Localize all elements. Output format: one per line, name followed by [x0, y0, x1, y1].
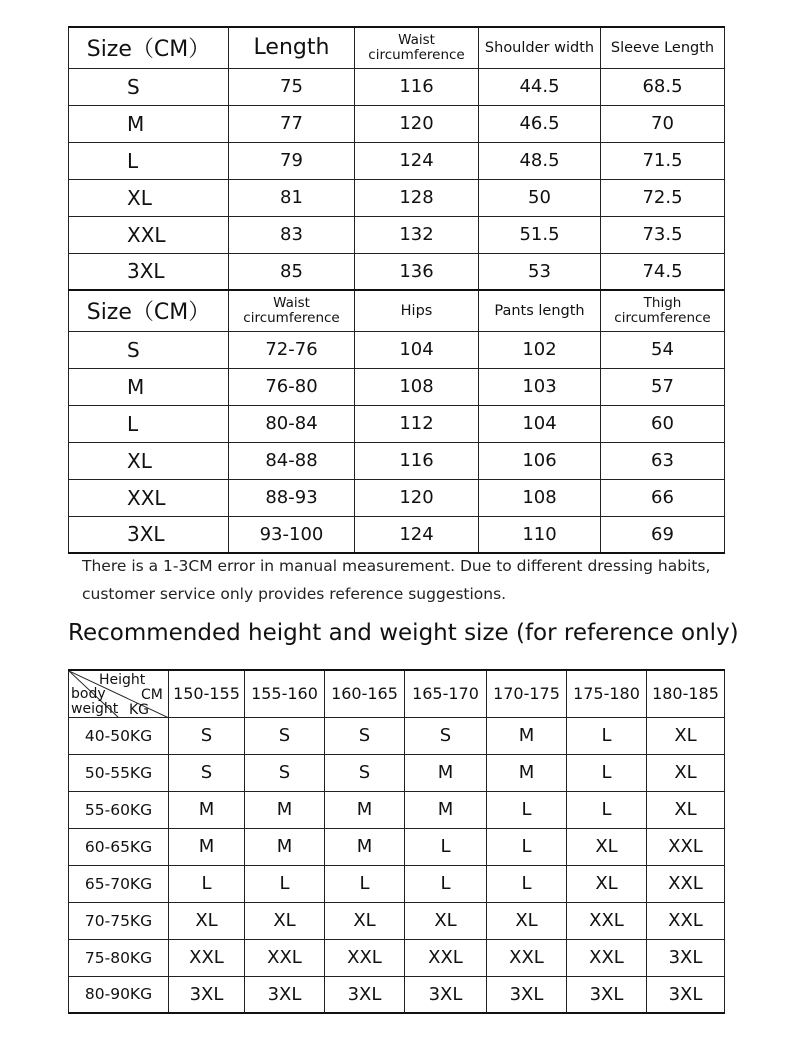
table-cell: 71.5	[601, 142, 725, 179]
size-label: XL	[69, 179, 229, 216]
table-cell: 66	[601, 479, 725, 516]
recommendation-title: Recommended height and weight size (for reference only)	[68, 620, 739, 646]
size-cell: XL	[405, 902, 487, 939]
size-label: XL	[69, 442, 229, 479]
size-cell: 3XL	[487, 976, 567, 1013]
pants-col-waist	[229, 290, 355, 331]
size-cell: L	[405, 865, 487, 902]
size-cell: 3XL	[245, 976, 325, 1013]
clothing-col-waist-label: Waist circumference	[368, 31, 465, 63]
table-cell: 83	[229, 216, 355, 253]
corner-kg-label: KG	[129, 702, 150, 717]
size-cell: S	[169, 754, 245, 791]
table-cell: 128	[355, 179, 479, 216]
table-row	[69, 939, 725, 976]
size-label: 3XL	[69, 253, 229, 290]
size-label: XXL	[69, 479, 229, 516]
table-cell: 51.5	[479, 216, 601, 253]
height-header-row	[69, 670, 725, 717]
table-cell: 48.5	[479, 142, 601, 179]
size-cell: L	[567, 791, 647, 828]
recommendation-table	[68, 669, 725, 1014]
table-cell: 120	[355, 105, 479, 142]
weight-label: 50-55KG	[69, 754, 169, 791]
table-cell: 69	[601, 516, 725, 553]
table-cell: 74.5	[601, 253, 725, 290]
table-cell: 116	[355, 442, 479, 479]
size-cell: L	[567, 717, 647, 754]
clothing-col-sleeve: Sleeve Length	[601, 27, 725, 68]
table-cell: 136	[355, 253, 479, 290]
table-row	[69, 479, 725, 516]
clothing-header-row	[69, 27, 725, 68]
size-cell: M	[245, 828, 325, 865]
table-row	[69, 142, 725, 179]
table-row	[69, 253, 725, 290]
table-row	[69, 865, 725, 902]
table-cell: 57	[601, 368, 725, 405]
weight-label: 55-60KG	[69, 791, 169, 828]
table-cell: 44.5	[479, 68, 601, 105]
pants-col-waist-label: Waist circumference	[243, 294, 340, 326]
size-cell: S	[169, 717, 245, 754]
size-cell: XL	[169, 902, 245, 939]
size-cell: M	[169, 791, 245, 828]
size-cell: XXL	[487, 939, 567, 976]
size-cell: XL	[325, 902, 405, 939]
table-row	[69, 828, 725, 865]
weight-label: 65-70KG	[69, 865, 169, 902]
weight-label: 75-80KG	[69, 939, 169, 976]
pants-header-row	[69, 290, 725, 331]
pants-col-hips: Hips	[355, 290, 479, 331]
size-cell: XXL	[647, 902, 725, 939]
size-label: L	[69, 142, 229, 179]
table-cell: 60	[601, 405, 725, 442]
table-cell: 93-100	[229, 516, 355, 553]
measurement-note-line2: customer service only provides reference suggestions.	[82, 585, 507, 603]
size-label: M	[69, 105, 229, 142]
table-cell: 81	[229, 179, 355, 216]
size-cell: XL	[567, 828, 647, 865]
size-cell: M	[245, 791, 325, 828]
table-row	[69, 331, 725, 368]
height-header: 165-170	[405, 670, 487, 717]
corner-height-label: Height	[99, 672, 146, 688]
size-cell: 3XL	[567, 976, 647, 1013]
size-cell: 3XL	[647, 976, 725, 1013]
table-cell: 108	[355, 368, 479, 405]
size-cell: S	[245, 717, 325, 754]
height-header: 180-185	[647, 670, 725, 717]
table-row	[69, 791, 725, 828]
size-cell: L	[325, 865, 405, 902]
size-cell: XL	[647, 717, 725, 754]
table-cell: 120	[355, 479, 479, 516]
table-cell: 108	[479, 479, 601, 516]
table-cell: 102	[479, 331, 601, 368]
size-label: XXL	[69, 216, 229, 253]
height-header: 155-160	[245, 670, 325, 717]
size-label: 3XL	[69, 516, 229, 553]
table-row	[69, 68, 725, 105]
table-row	[69, 754, 725, 791]
size-cell: XL	[647, 791, 725, 828]
height-header: 170-175	[487, 670, 567, 717]
size-cell: L	[405, 828, 487, 865]
table-row	[69, 179, 725, 216]
size-cell: XL	[487, 902, 567, 939]
size-cell: 3XL	[169, 976, 245, 1013]
corner-weight-label: weight	[71, 701, 119, 717]
table-cell: 103	[479, 368, 601, 405]
table-row	[69, 216, 725, 253]
pants-size-header: Size（CM）	[69, 290, 229, 331]
size-cell: L	[245, 865, 325, 902]
pants-col-thigh-label: Thigh circumference	[614, 294, 711, 326]
size-cell: M	[325, 828, 405, 865]
corner-body-label: body	[71, 686, 106, 702]
size-cell: S	[325, 717, 405, 754]
table-cell: 72-76	[229, 331, 355, 368]
table-cell: 88-93	[229, 479, 355, 516]
table-row	[69, 368, 725, 405]
size-cell: L	[169, 865, 245, 902]
table-cell: 80-84	[229, 405, 355, 442]
table-cell: 54	[601, 331, 725, 368]
clothing-col-waist	[355, 27, 479, 68]
table-row	[69, 442, 725, 479]
clothing-col-shoulder: Shoulder width	[479, 27, 601, 68]
table-cell: 132	[355, 216, 479, 253]
size-cell: S	[245, 754, 325, 791]
table-cell: 77	[229, 105, 355, 142]
table-cell: 70	[601, 105, 725, 142]
size-cell: M	[405, 754, 487, 791]
table-cell: 79	[229, 142, 355, 179]
pants-col-thigh	[601, 290, 725, 331]
measurement-note-line1: There is a 1-3CM error in manual measurement. Due to different dressing habits,	[82, 557, 711, 575]
size-cell: XL	[567, 865, 647, 902]
table-cell: 73.5	[601, 216, 725, 253]
size-cell: M	[487, 754, 567, 791]
weight-label: 60-65KG	[69, 828, 169, 865]
table-cell: 46.5	[479, 105, 601, 142]
size-cell: XXL	[567, 939, 647, 976]
clothing-col-length: Length	[229, 27, 355, 68]
size-cell: XXL	[325, 939, 405, 976]
table-row	[69, 105, 725, 142]
size-cell: 3XL	[405, 976, 487, 1013]
corner-cm-label: CM	[141, 687, 163, 703]
corner-header-cell	[69, 670, 169, 717]
pants-col-length: Pants length	[479, 290, 601, 331]
size-cell: XXL	[245, 939, 325, 976]
table-cell: 76-80	[229, 368, 355, 405]
table-row	[69, 717, 725, 754]
table-cell: 106	[479, 442, 601, 479]
table-cell: 124	[355, 516, 479, 553]
size-label: S	[69, 331, 229, 368]
size-cell: XXL	[567, 902, 647, 939]
weight-label: 70-75KG	[69, 902, 169, 939]
table-cell: 85	[229, 253, 355, 290]
size-cell: XXL	[647, 828, 725, 865]
size-cell: M	[169, 828, 245, 865]
table-cell: 50	[479, 179, 601, 216]
table-cell: 124	[355, 142, 479, 179]
size-cell: L	[567, 754, 647, 791]
size-cell: 3XL	[647, 939, 725, 976]
size-cell: M	[487, 717, 567, 754]
size-label: L	[69, 405, 229, 442]
weight-label: 80-90KG	[69, 976, 169, 1013]
height-header: 175-180	[567, 670, 647, 717]
size-label: S	[69, 68, 229, 105]
table-cell: 72.5	[601, 179, 725, 216]
table-row	[69, 976, 725, 1013]
table-cell: 110	[479, 516, 601, 553]
table-cell: 63	[601, 442, 725, 479]
table-cell: 116	[355, 68, 479, 105]
table-row	[69, 516, 725, 553]
size-chart-table	[68, 26, 725, 554]
table-row	[69, 902, 725, 939]
size-cell: S	[405, 717, 487, 754]
size-cell: L	[487, 828, 567, 865]
weight-label: 40-50KG	[69, 717, 169, 754]
size-cell: XXL	[169, 939, 245, 976]
clothing-size-header: Size（CM）	[69, 27, 229, 68]
table-cell: 112	[355, 405, 479, 442]
size-cell: L	[487, 791, 567, 828]
table-cell: 53	[479, 253, 601, 290]
size-cell: M	[405, 791, 487, 828]
size-cell: XL	[245, 902, 325, 939]
size-cell: S	[325, 754, 405, 791]
size-label: M	[69, 368, 229, 405]
size-cell: XXL	[647, 865, 725, 902]
table-cell: 68.5	[601, 68, 725, 105]
height-header: 150-155	[169, 670, 245, 717]
table-cell: 75	[229, 68, 355, 105]
table-cell: 84-88	[229, 442, 355, 479]
size-cell: M	[325, 791, 405, 828]
size-cell: 3XL	[325, 976, 405, 1013]
size-cell: XL	[647, 754, 725, 791]
height-header: 160-165	[325, 670, 405, 717]
table-row	[69, 405, 725, 442]
size-cell: XXL	[405, 939, 487, 976]
table-cell: 104	[355, 331, 479, 368]
table-cell: 104	[479, 405, 601, 442]
size-cell: L	[487, 865, 567, 902]
